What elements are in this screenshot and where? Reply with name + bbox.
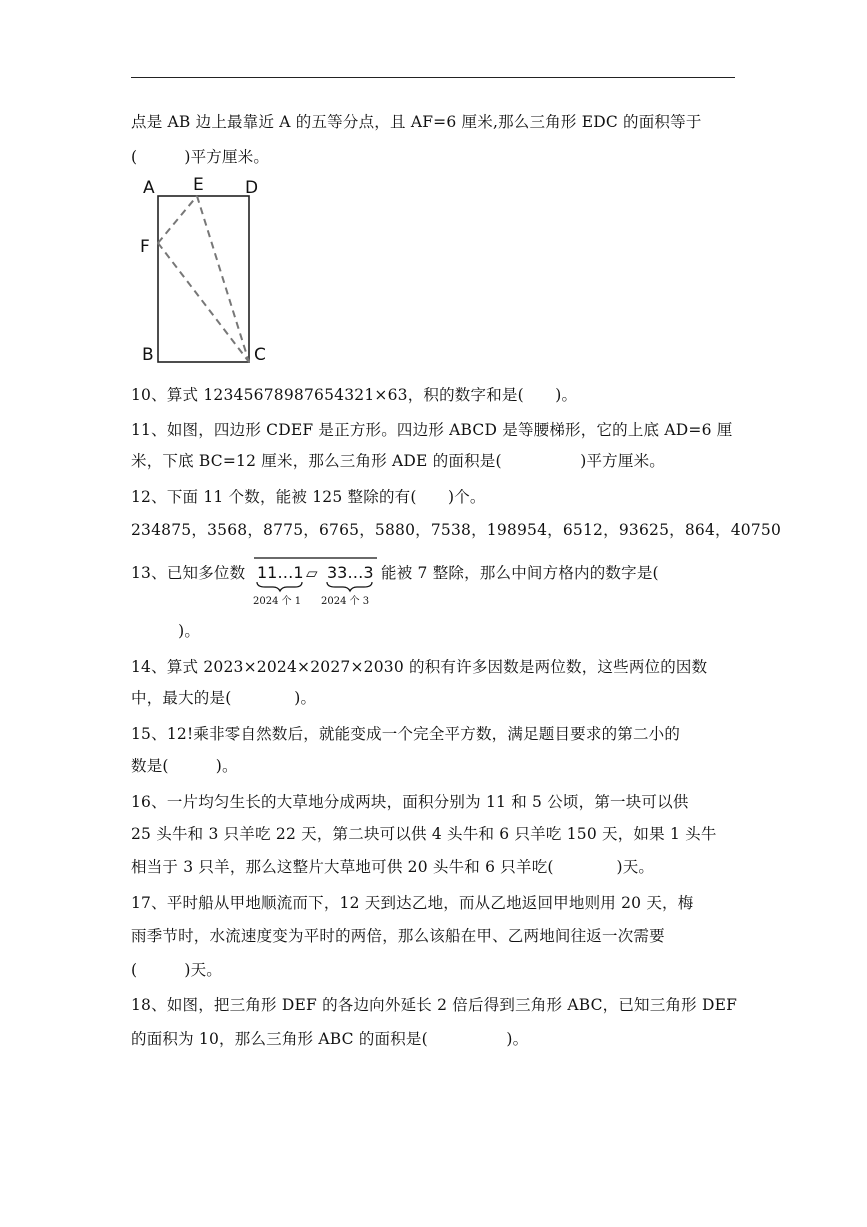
q12-number-list: 234875，3568，8775，6765，5880，7538，198954，6512，93625，864，40750 xyxy=(131,521,782,539)
rectangle-abcd xyxy=(158,196,249,362)
q13-text-prefix: 13、已知多位数 xyxy=(131,564,246,582)
q13-text-line2: )。 xyxy=(131,622,201,640)
q13-text-suffix: 能被 7 整除，那么中间方格内的数字是( xyxy=(381,564,659,582)
q14-text-line1: 14、算式 2023×2024×2027×2030 的积有许多因数是两位数，这些两位的因数 xyxy=(131,658,708,676)
q14-text-line2: 中，最大的是( )。 xyxy=(131,689,317,707)
q16-text-line1: 16、一片均匀生长的大草地分成两块，面积分别为 11 和 5 公顷，第一块可以供 xyxy=(131,793,689,811)
q16-text-line2: 25 头牛和 3 只羊吃 22 天，第二块可以供 4 头牛和 6 只羊吃 150 天，如果 1 头牛 xyxy=(131,825,717,843)
q9-text-line1: 点是 AB 边上最靠近 A 的五等分点，且 AF=6 厘米,那么三角形 EDC 的面积等于 xyxy=(131,113,702,131)
multidigit-number xyxy=(253,555,379,611)
q15-text-line2: 数是( )。 xyxy=(131,757,238,775)
q12-text-line1: 12、下面 11 个数，能被 125 整除的有( )个。 xyxy=(131,488,486,506)
underbrace-right xyxy=(327,582,372,591)
underbrace-left xyxy=(257,582,302,591)
blank-digit-box: ▱ xyxy=(306,564,318,582)
multidigit-threes: 33…3 xyxy=(327,563,374,582)
q17-text-line2: 雨季节时，水流速度变为平时的两倍，那么该船在甲、乙两地间往返一次需要 xyxy=(131,927,665,945)
q9-text-line2: ( )平方厘米。 xyxy=(131,148,270,166)
q15-text-line1: 15、12!乘非零自然数后，就能变成一个完全平方数，满足题目要求的第二小的 xyxy=(131,725,681,743)
label-c: C xyxy=(254,345,266,365)
left-count-label: 2024 个 1 xyxy=(253,596,302,607)
q18-text-line2: 的面积为 10，那么三角形 ABC 的面积是( )。 xyxy=(131,1030,529,1048)
q17-text-line1: 17、平时船从甲地顺流而下，12 天到达乙地，而从乙地返回甲地则用 20 天，梅 xyxy=(131,894,694,912)
q16-text-line3: 相当于 3 只羊，那么这整片大草地可供 20 头牛和 6 只羊吃( )天。 xyxy=(131,858,655,876)
right-count-label: 2024 个 3 xyxy=(321,596,370,607)
header-rule xyxy=(131,77,735,78)
q11-text-line1: 11、如图，四边形 CDEF 是正方形。四边形 ABCD 是等腰梯形，它的上底 AD=6 厘 xyxy=(131,421,733,439)
q18-text-line1: 18、如图，把三角形 DEF 的各边向外延长 2 倍后得到三角形 ABC，已知三角形 DEF xyxy=(131,996,738,1014)
q11-text-line2: 米，下底 BC=12 厘米，那么三角形 ADE 的面积是( )平方厘米。 xyxy=(131,452,665,470)
dashed-ec xyxy=(197,196,249,362)
rectangle-figure xyxy=(138,174,278,370)
label-f: F xyxy=(140,237,150,257)
q10-text: 10、算式 12345678987654321×63，积的数字和是( )。 xyxy=(131,386,578,404)
label-e: E xyxy=(193,175,204,195)
label-a: A xyxy=(143,178,155,198)
dashed-fe xyxy=(158,196,197,243)
multidigit-ones: 11…1 xyxy=(257,563,304,582)
label-b: B xyxy=(142,345,154,365)
label-d: D xyxy=(245,178,259,198)
dashed-fc xyxy=(158,243,249,362)
q17-text-line3: ( )天。 xyxy=(131,961,222,979)
